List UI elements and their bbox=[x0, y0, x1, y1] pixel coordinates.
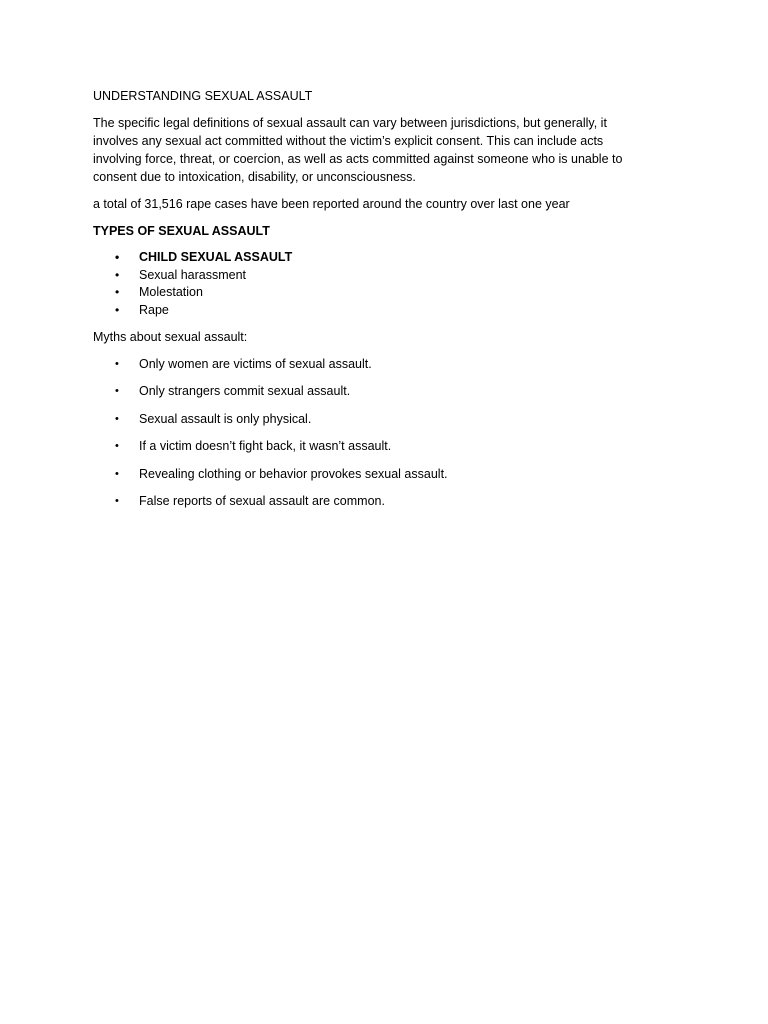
types-list-item-label: CHILD SEXUAL ASSAULT bbox=[139, 250, 293, 264]
myths-list-item-label: Only strangers commit sexual assault. bbox=[139, 384, 351, 399]
intro-paragraph: The specific legal definitions of sexual assault can vary between jurisdictions, but generally, it involves any sexual act committed without the victim’s explicit consent. This can include acts involving force, threat, or coercion, as well as acts committed against someone who is unable to consent due to intoxication, disability, or unconsciousness. bbox=[93, 116, 623, 184]
document-title: UNDERSTANDING SEXUAL ASSAULT bbox=[93, 89, 313, 103]
bullet-icon: • bbox=[115, 412, 119, 425]
types-list-item-label: Sexual harassment bbox=[139, 267, 247, 282]
types-list-item bbox=[93, 267, 653, 285]
myths-list-item bbox=[93, 355, 653, 373]
bullet-icon: • bbox=[115, 467, 119, 480]
myths-list-item-label: Only women are victims of sexual assault. bbox=[139, 357, 372, 371]
bullet-icon: • bbox=[115, 302, 120, 317]
document-page bbox=[93, 87, 653, 519]
myths-list-item-label: Revealing clothing or behavior provokes sexual assault. bbox=[139, 466, 448, 481]
myths-list-item bbox=[93, 437, 653, 455]
statistic-paragraph: a total of 31,516 rape cases have been reported around the country over last one year bbox=[93, 197, 570, 211]
bullet-icon: • bbox=[115, 285, 120, 299]
bullet-icon: • bbox=[115, 358, 119, 370]
myths-list-item-label: False reports of sexual assault are common. bbox=[139, 493, 385, 508]
myths-list-item bbox=[93, 410, 653, 428]
types-list-item-label: Rape bbox=[139, 302, 169, 317]
bullet-icon: • bbox=[115, 494, 119, 507]
myths-list-item bbox=[93, 382, 653, 400]
bullet-icon: • bbox=[115, 267, 120, 282]
bullet-icon: • bbox=[115, 440, 119, 453]
myths-list bbox=[93, 355, 653, 510]
myths-heading: Myths about sexual assault: bbox=[93, 330, 248, 344]
types-list bbox=[93, 249, 653, 319]
myths-list-item-label: Sexual assault is only physical. bbox=[139, 411, 312, 426]
bullet-icon: • bbox=[115, 385, 119, 398]
types-heading: TYPES OF SEXUAL ASSAULT bbox=[93, 224, 270, 238]
types-list-item bbox=[93, 302, 653, 320]
types-list-item bbox=[93, 284, 653, 302]
myths-list-item bbox=[93, 465, 653, 483]
types-list-item-label: Molestation bbox=[139, 285, 203, 299]
myths-list-item-label: If a victim doesn’t fight back, it wasn’t assault. bbox=[139, 439, 392, 454]
types-list-item bbox=[93, 249, 653, 267]
myths-list-item bbox=[93, 492, 653, 510]
bullet-icon: • bbox=[115, 250, 120, 264]
